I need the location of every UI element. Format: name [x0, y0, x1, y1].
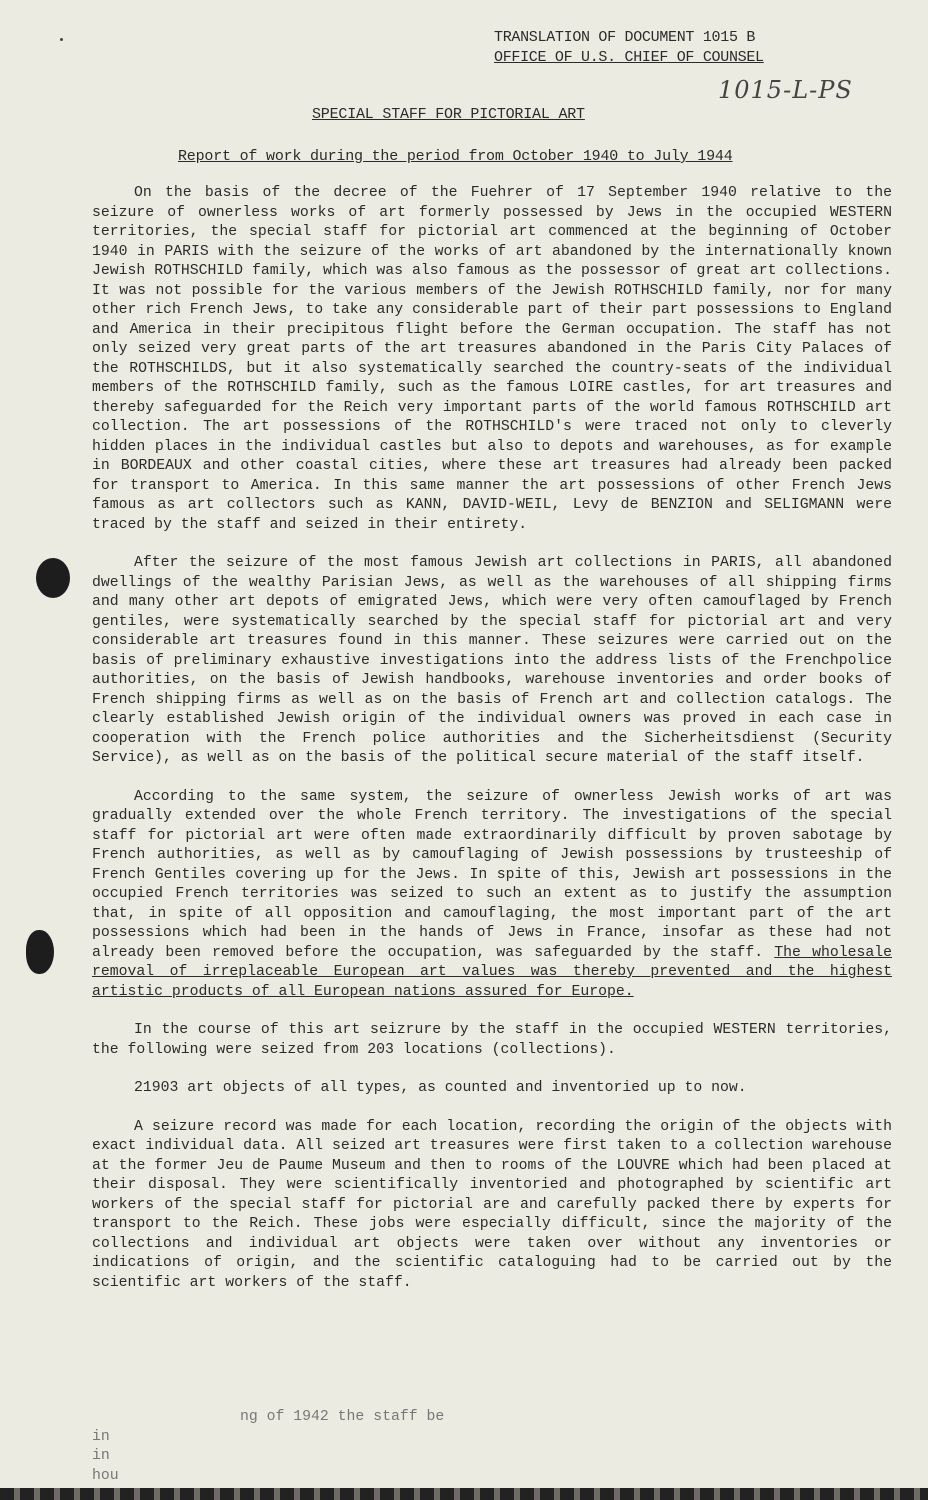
footer-line-2: in — [92, 1428, 110, 1445]
punch-hole — [26, 930, 54, 974]
paragraph-1: On the basis of the decree of the Fuehrer of 17 September 1940 relative to the seizure of ownerless works of art formerly possessed by Jews in the occupied WESTERN territories, the special staff for pictorial art commenced at the beginning of October 1940 in PARIS with the seizure of the works of art abandoned by the internationally known Jewish ROTHSCHILD family, which was also famous as the possessor of great art collections. It was not possible for the various members of the Jewish ROTHSCHILD family, nor for many other rich French Jews, to take any considerable part of their part possessions to England and America in their precipitous flight before the German occupation. The staff has not only seized very great parts of the art treasures abandoned in the Paris City Palaces of the ROTHSCHILDS, but it also systematically searched the country-seats of the individual members of the ROTHSCHILD family, such as the famous LOIRE castles, for art treasures and thereby safeguarded for the Reich very important parts of the world famous ROTHSCHILD art collection. The art possessions of the ROTHSCHILD's were traced not only to cleverly hidden places in the individual castles but also to depots and warehouses, as for example in BORDEAUX and other coastal cities, where these art treasures had already been packed for transport to America. In this same manner the art possessions of other French Jews famous as art collectors such as KANN, DAVID-WEIL, Levy de BENZION and SELIGMANN were traced by the staff and seized in their entirety. — [92, 185, 892, 533]
footer-line-1: ng of 1942 the staff be — [240, 1409, 445, 1425]
faded-footer-text — [92, 1408, 892, 1486]
paragraph-3 — [92, 788, 892, 1003]
document-subtitle: Report of work during the period from October 1940 to July 1944 — [178, 148, 733, 165]
scan-edge-strip — [0, 1488, 928, 1500]
handwritten-doc-number: 1015-L-PS — [718, 76, 853, 104]
paragraph-5: 21903 art objects of all types, as counted and inventoried up to now. — [134, 1080, 747, 1096]
document-body — [92, 184, 892, 1312]
document-header — [494, 28, 764, 68]
punch-hole — [36, 558, 70, 598]
paragraph-4: In the course of this art seizrure by the staff in the occupied WESTERN territories, the following were seized from 203 locations (collections). — [92, 1022, 892, 1058]
paragraph-3-text: According to the same system, the seizure of ownerless Jewish works of art was gradually extended over the whole French territory. The investigations of the special staff for pictorial art were often made extraordinarily difficult by proven sabotage by French authorities, as well as by camouflaging of Jewish possessions by trusteeship of French Gentiles covering up for the Jews. In spite of this, Jewish art possessions in the occupied French territories was seized to such an extent as to justify the assumption that, in spite of all opposition and camouflaging, the most important part of the art possessions which had been in the hands of Jews in France, insofar as these had not already been removed before the occupation, was safeguarded by the staff. — [92, 788, 892, 961]
paragraph-6: A seizure record was made for each location, recording the origin of the objects with exact individual data. All seized art treasures were first taken to a collection warehouse at the former Jeu de Paume Museum and then to rooms of the LOUVRE which had been placed at their disposal. They were scientifically inventoried and photographed by scientific art workers of the special staff for pictorial are and carefully packed there by experts for transport to the Reich. These jobs were especially difficult, since the majority of the collections and individual art objects were taken over without any inventories or indications of origin, and the scientific cataloguing had to be carried out by the scientific art workers of the staff. — [92, 1118, 892, 1291]
paragraph-2: After the seizure of the most famous Jewish art collections in PARIS, all abandoned dwellings of the wealthy Parisian Jews, as well as the warehouses of all shipping firms and many other art depots of emigrated Jews, which were very often camouflaged by French gentiles, were systematically searched by the special staff for pictorial art and very considerable art treasures found in this manner. These seizures were carried out on the basis of preliminary exhaustive investigations into the address lists of the Frenchpolice authorities, on the basis of Jewish handbooks, warehouse inventories and order books of French shipping firms as well as on the basis of French art and collection catalogs. The clearly established Jewish origin of the individual owners was proved in each case in cooperation with the French police authorities and the Sicherheitsdienst (Security Service), as well as on the basis of the political secure material of the staff itself. — [92, 555, 892, 766]
footer-line-4: hou — [92, 1467, 119, 1484]
footer-line-3: in — [92, 1448, 110, 1464]
document-title: SPECIAL STAFF FOR PICTORIAL ART — [312, 106, 585, 123]
speck — [60, 38, 63, 41]
header-line-1: TRANSLATION OF DOCUMENT 1015 B — [494, 29, 756, 46]
header-line-2: OFFICE OF U.S. CHIEF OF COUNSEL — [494, 49, 764, 66]
underlined-passage: The wholesale removal of irreplaceable European art values was thereby prevented and the highest artistic products of all European nations assured for Europe. — [92, 944, 892, 1000]
